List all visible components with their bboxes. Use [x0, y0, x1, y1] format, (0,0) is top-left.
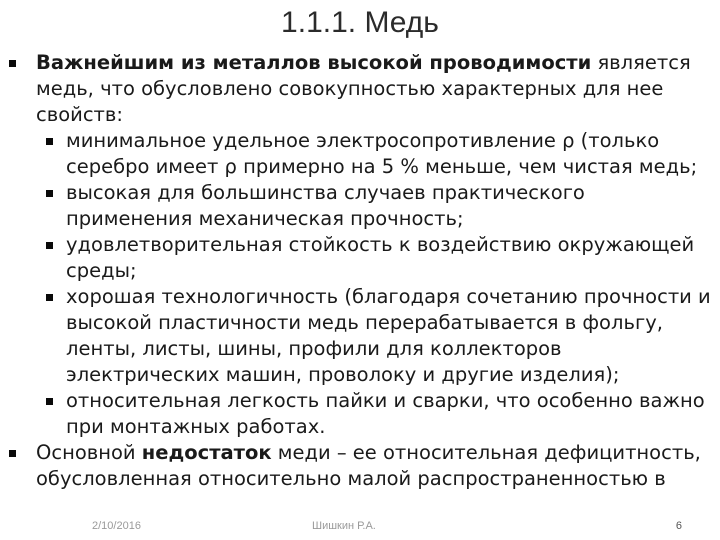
intro-bold-text: Важнейшим из металлов высокой проводимости: [36, 51, 592, 74]
slide-content: [0, 50, 720, 492]
slide-title: 1.1.1. Медь: [281, 6, 439, 39]
sub-bullet-text: хорошая технологичность (благодаря сочетанию прочности и высокой пластичности медь перерабатывается в фольгу, ленты, листы, шины, профили для коллекторов электрических машин, проволоку и другие изделия);: [66, 285, 711, 386]
drawback-text: меди – ее относительная дефицитность, обусловленная относительно малой распространенностью в: [36, 441, 701, 490]
page-number: 6: [675, 520, 682, 532]
sub-bullet-text: удовлетворительная стойкость к воздействию окружающей среды;: [66, 233, 695, 282]
sub-bullet-strength: [66, 180, 716, 232]
sub-bullet-resistivity: [66, 128, 716, 180]
square-bullet-icon: [46, 190, 53, 197]
square-bullet-icon: [46, 398, 53, 405]
sub-bullet-manufacturability: [66, 284, 716, 388]
square-bullet-icon: [46, 242, 53, 249]
drawback-prefix: Основной: [36, 441, 142, 464]
footer-date: 2/10/2016: [92, 520, 141, 532]
sub-bullet-text: высокая для большинства случаев практического применения механическая прочность;: [66, 181, 585, 230]
intro-text: является медь, что обусловлено совокупностью характерных для нее свойств:: [36, 51, 691, 126]
square-bullet-icon: [46, 138, 53, 145]
square-bullet-icon: [9, 60, 16, 67]
bullet-item-drawback: [36, 440, 706, 492]
sub-bullet-soldering: [66, 388, 716, 440]
square-bullet-icon: [9, 450, 16, 457]
sub-bullet-corrosion: [66, 232, 716, 284]
sub-bullet-text: минимальное удельное электросопротивление ρ (только серебро имеет ρ примерно на 5 % меньше, чем чистая медь;: [66, 129, 698, 178]
square-bullet-icon: [46, 294, 53, 301]
drawback-bold-text: недостаток: [141, 441, 272, 464]
bullet-item-intro: [36, 50, 706, 128]
footer-author: Шишкин Р.А.: [312, 520, 376, 532]
sub-bullet-text: относительная легкость пайки и сварки, что особенно важно при монтажных работах.: [66, 389, 705, 438]
